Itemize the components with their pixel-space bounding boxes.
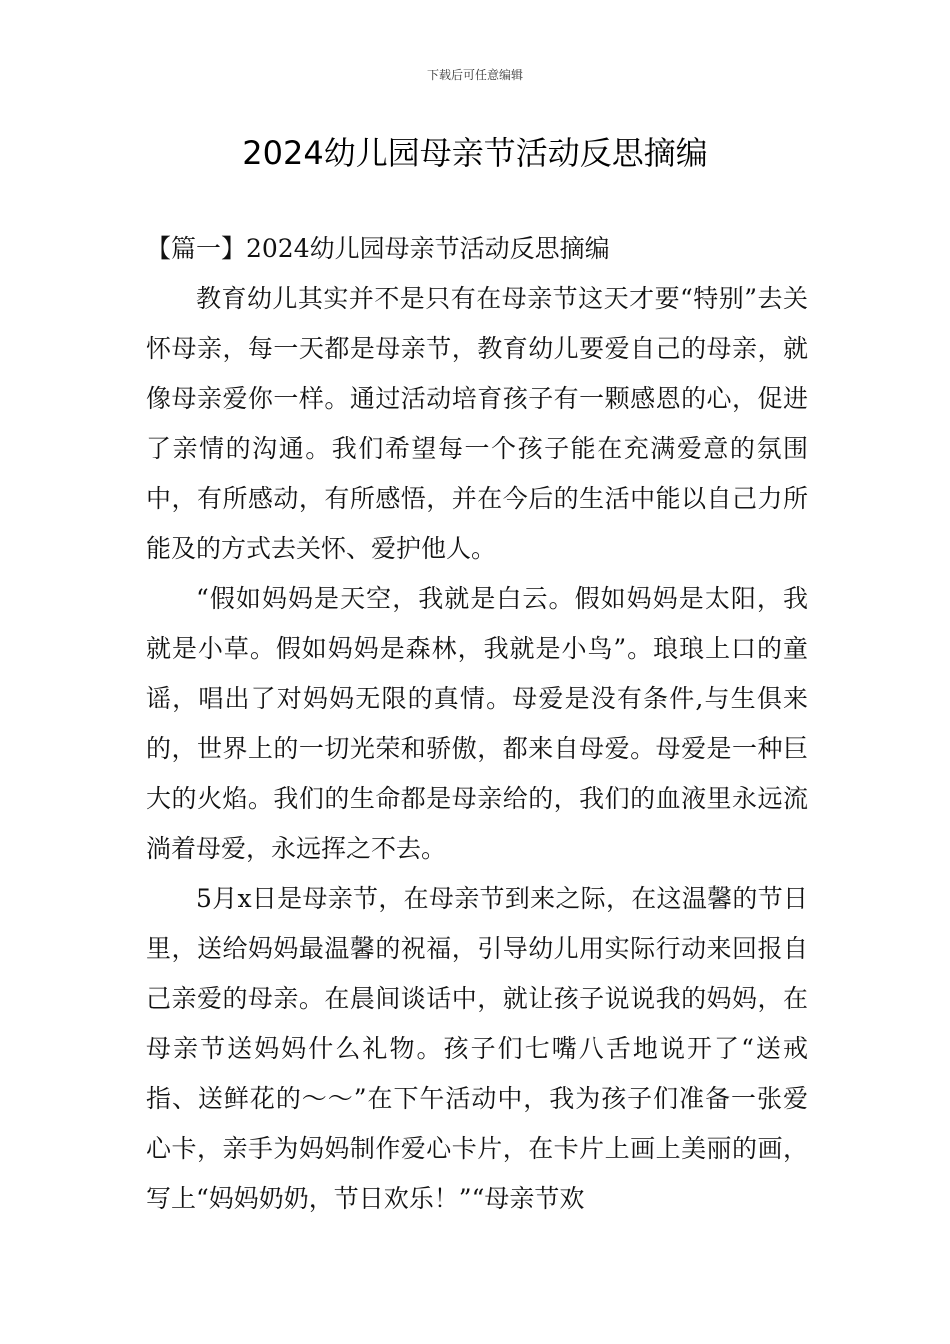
section-heading: 【篇一】2024幼儿园母亲节活动反思摘编 <box>146 234 610 263</box>
paragraph-2: “假如妈妈是天空，我就是白云。假如妈妈是太阳，我就是小草。假如妈妈是森林，我就是小鸟”。琅琅上口的童谣，唱出了对妈妈无限的真情。母爱是没有条件,与生俱来的，世界上的一切光荣和骄傲，都来自母爱。母爱是一种巨大的火焰。我们的生命都是母亲给的，我们的血液里永远流淌着母爱，永远挥之不去。 <box>146 584 808 863</box>
document-title: 2024幼儿园母亲节活动反思摘编 <box>242 134 708 172</box>
header-note: 下载后可任意编辑 <box>426 68 523 82</box>
paragraph-3: 5月x日是母亲节，在母亲节到来之际，在这温馨的节日里，送给妈妈最温馨的祝福，引导幼儿用实际行动来回报自己亲爱的母亲。在晨间谈话中，就让孩子说说我的妈妈，在母亲节送妈妈什么礼物。孩子们七嘴八舌地说开了“送戒指、送鲜花的～～”在下午活动中，我为孩子们准备一张爱心卡，亲手为妈妈制作爱心卡片，在卡片上画上美丽的画，写上“妈妈奶奶，节日欢乐！”“母亲节欢 <box>146 884 808 1213</box>
paragraph-1: 教育幼儿其实并不是只有在母亲节这天才要“特别”去关怀母亲，每一天都是母亲节，教育幼儿要爱自己的母亲，就像母亲爱你一样。通过活动培育孩子有一颗感恩的心，促进了亲情的沟通。我们希望每一个孩子能在充满爱意的氛围中，有所感动，有所感悟，并在今后的生活中能以自己力所能及的方式去关怀、爱护他人。 <box>146 284 808 563</box>
document-body <box>146 223 808 1224</box>
